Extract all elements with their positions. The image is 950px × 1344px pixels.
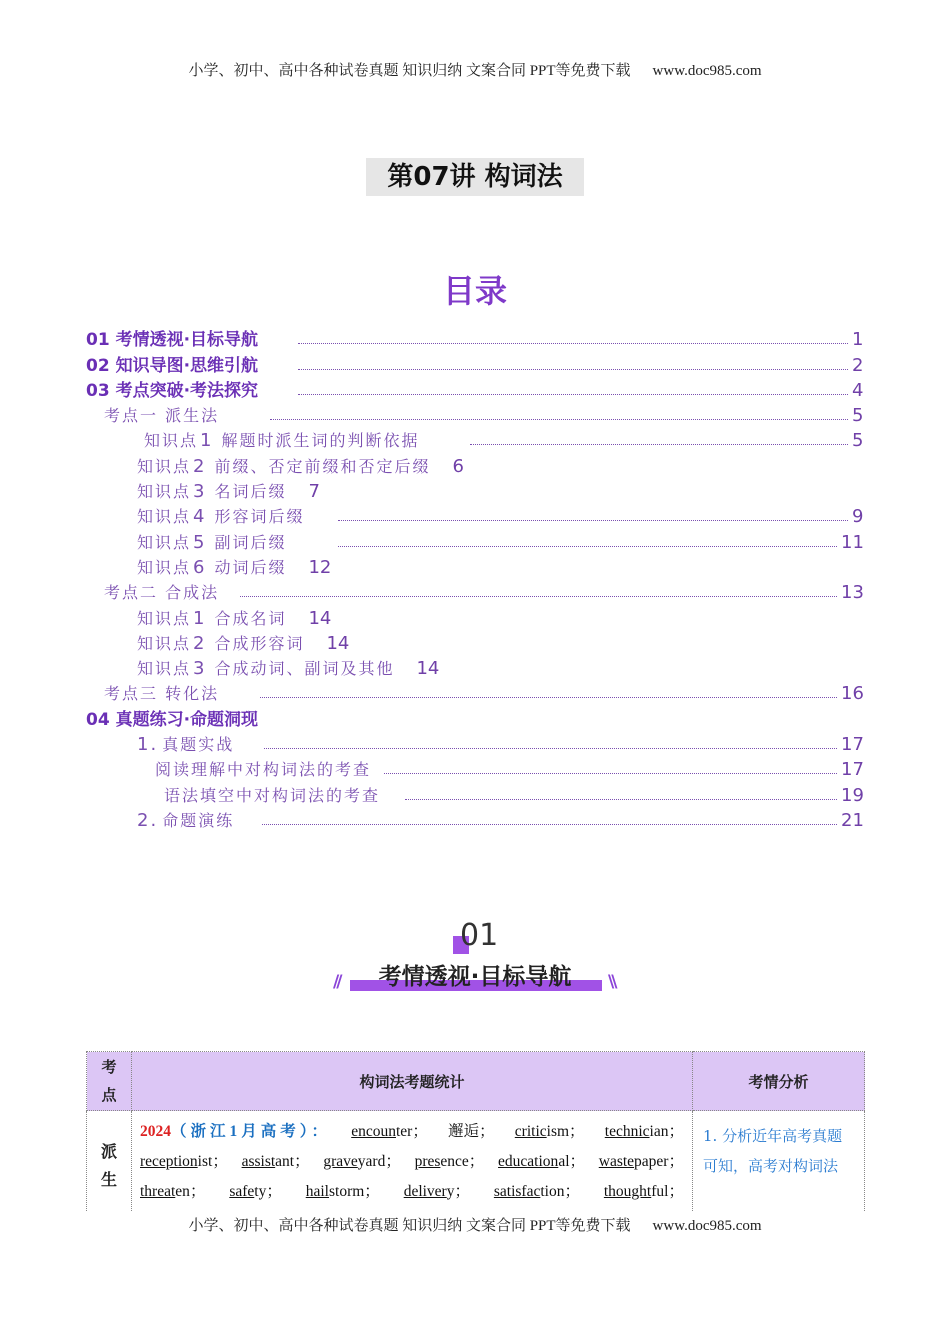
toc-entry-text: 形容词后缀 bbox=[214, 507, 305, 526]
toc-entry-page: 5 bbox=[852, 405, 864, 426]
lecture-title: 第07讲 构词法 bbox=[366, 158, 584, 196]
toc-entry-prefix: 知识点 bbox=[137, 558, 192, 577]
word-item bbox=[306, 1177, 380, 1207]
toc-entry[interactable] bbox=[137, 734, 950, 756]
word-stem: grave bbox=[323, 1153, 358, 1170]
word-separator: ； bbox=[468, 1153, 485, 1170]
word-stem: hail bbox=[305, 1183, 329, 1200]
word-stem: safe bbox=[229, 1183, 255, 1200]
word-separator: ； bbox=[479, 1123, 495, 1140]
footer-banner bbox=[0, 1214, 950, 1235]
toc-entry-prefix: 知识点 bbox=[137, 634, 192, 653]
table-row bbox=[87, 1111, 865, 1221]
toc-entry-label bbox=[86, 355, 258, 377]
word-separator: ； bbox=[564, 1183, 580, 1200]
toc-entry-page: 11 bbox=[841, 532, 864, 553]
word-stem: threat bbox=[140, 1183, 176, 1200]
footer-banner-url[interactable]: www.doc985.com bbox=[652, 1218, 762, 1234]
toc-entry-label bbox=[137, 557, 331, 579]
toc-leader-dots bbox=[298, 394, 848, 395]
word-separator: ； bbox=[385, 1153, 401, 1170]
toc-entry[interactable] bbox=[104, 683, 950, 705]
word-affix: ant bbox=[275, 1153, 295, 1170]
word-item bbox=[515, 1117, 585, 1147]
word-stem: satisfac bbox=[493, 1183, 541, 1200]
header-banner-url[interactable]: www.doc985.com bbox=[652, 63, 762, 79]
toc-entry-label bbox=[137, 810, 234, 832]
word-item bbox=[494, 1177, 580, 1207]
toc-entry[interactable] bbox=[104, 405, 950, 427]
toc-leader-dots bbox=[298, 343, 848, 344]
word-stem: encoun bbox=[351, 1123, 396, 1140]
toc-entry-label bbox=[104, 683, 219, 705]
word-affix: y bbox=[446, 1183, 455, 1200]
word-item bbox=[415, 1147, 485, 1177]
word-separator: ； bbox=[569, 1123, 585, 1140]
toc-heading: 目录 bbox=[442, 272, 507, 310]
word-separator: ； bbox=[668, 1123, 684, 1140]
toc-entry[interactable] bbox=[164, 785, 950, 807]
toc-entry-page: 17 bbox=[841, 759, 864, 780]
stats-cell bbox=[132, 1111, 693, 1221]
toc-entry-text: 考点一 派生法 bbox=[104, 406, 220, 425]
word-affix: al bbox=[558, 1153, 570, 1170]
word-separator: ； bbox=[212, 1153, 228, 1170]
toc-entry-prefix: 知识点 bbox=[137, 507, 192, 526]
toc-entry-label bbox=[86, 329, 258, 351]
word-separator: ； bbox=[189, 1183, 206, 1200]
stats-line-1 bbox=[140, 1117, 684, 1147]
kaodian-cell: 派 生 bbox=[87, 1111, 132, 1221]
toc-entry-number: 3 bbox=[193, 481, 207, 502]
word-affix: ter bbox=[395, 1123, 413, 1140]
toc-entry-prefix: 知识点 bbox=[144, 431, 199, 450]
slash-decoration-left: // bbox=[333, 972, 340, 992]
word-item bbox=[323, 1147, 400, 1177]
word-affix: ty bbox=[254, 1183, 267, 1200]
toc-entry-label bbox=[137, 456, 464, 478]
word-affix: ful bbox=[651, 1183, 669, 1200]
stats-line-2 bbox=[140, 1147, 684, 1177]
word-affix: en bbox=[175, 1183, 190, 1200]
word-separator: ； bbox=[668, 1183, 684, 1200]
toc-entry-page: 5 bbox=[852, 430, 864, 451]
word-stem: reception bbox=[140, 1153, 198, 1170]
exam-source: （浙江1月高考）： bbox=[171, 1123, 332, 1140]
col-header-kaodian: 考 点 bbox=[87, 1052, 132, 1111]
toc-entry-text: 前缀、否定前缀和否定后缀 bbox=[214, 457, 431, 476]
toc-leader-dots bbox=[298, 369, 848, 370]
section-number: 01 bbox=[460, 918, 499, 953]
word-separator: ； bbox=[454, 1183, 470, 1200]
toc-entry-page: 14 bbox=[326, 633, 350, 654]
stats-line-3 bbox=[140, 1177, 684, 1207]
word-stem: thought bbox=[603, 1183, 652, 1200]
toc-entry[interactable] bbox=[137, 557, 950, 579]
toc-entry-text: 副词后缀 bbox=[214, 533, 287, 552]
toc-entry-label bbox=[86, 709, 258, 731]
word-stem: deliver bbox=[403, 1183, 447, 1200]
word-stem: 邂逅 bbox=[448, 1123, 480, 1140]
word-list bbox=[140, 1117, 684, 1147]
word-separator: ； bbox=[294, 1153, 310, 1170]
exam-year: 2024 bbox=[140, 1123, 171, 1140]
toc-entry[interactable] bbox=[137, 810, 950, 832]
toc-entry-text: 命题演练 bbox=[162, 811, 235, 830]
toc-entry[interactable] bbox=[155, 759, 950, 781]
toc-entry-number: 1 bbox=[200, 430, 214, 451]
toc-entry-number: 2. bbox=[137, 810, 159, 831]
toc-entry-page: 16 bbox=[841, 683, 864, 704]
toc-entry-text: 合成动词、副词及其他 bbox=[214, 659, 395, 678]
toc-entry-text: 01 考情透视·目标导航 bbox=[86, 330, 259, 350]
toc-entry-number: 2 bbox=[193, 456, 207, 477]
toc-entry-text: 合成形容词 bbox=[214, 634, 305, 653]
toc-entry-prefix: 知识点 bbox=[137, 457, 192, 476]
toc-entry-page: 1 bbox=[852, 329, 864, 350]
toc-entry-number: 4 bbox=[193, 506, 207, 527]
toc-entry[interactable] bbox=[137, 608, 950, 630]
toc-leader-dots bbox=[262, 824, 837, 825]
word-item bbox=[498, 1147, 585, 1177]
word-affix: paper bbox=[634, 1153, 669, 1170]
word-affix: ism bbox=[546, 1123, 570, 1140]
toc-entry-prefix: 知识点 bbox=[137, 482, 192, 501]
toc-entry-number: 6 bbox=[193, 557, 207, 578]
toc-entry[interactable] bbox=[137, 658, 950, 680]
toc-leader-dots bbox=[264, 748, 837, 749]
toc-entry[interactable] bbox=[137, 633, 950, 655]
toc-entry[interactable] bbox=[86, 709, 950, 731]
toc-entry[interactable] bbox=[137, 481, 950, 503]
toc-entry-number: 1. bbox=[137, 734, 159, 755]
toc-entry-page: 14 bbox=[308, 608, 332, 629]
exam-stat-table bbox=[86, 1051, 865, 1221]
toc-entry-label bbox=[164, 785, 380, 807]
table-header-row bbox=[87, 1052, 865, 1111]
word-separator: ； bbox=[412, 1123, 428, 1140]
word-item bbox=[404, 1177, 470, 1207]
section-title: 考情透视·目标导航 bbox=[378, 964, 572, 990]
toc-entry-page: 9 bbox=[852, 506, 864, 527]
toc-leader-dots bbox=[260, 697, 837, 698]
word-item bbox=[140, 1177, 205, 1207]
toc-entry[interactable] bbox=[86, 380, 950, 402]
word-list bbox=[140, 1177, 684, 1207]
toc-entry-page: 13 bbox=[841, 582, 864, 603]
toc-entry[interactable] bbox=[86, 355, 950, 377]
word-affix: yard bbox=[357, 1153, 386, 1170]
toc-entry-page: 19 bbox=[841, 785, 864, 806]
word-affix: ist bbox=[197, 1153, 213, 1170]
word-item bbox=[599, 1147, 684, 1177]
word-affix: storm bbox=[328, 1183, 365, 1200]
toc-entry-text: 02 知识导图·思维引航 bbox=[86, 356, 259, 376]
toc-entry[interactable] bbox=[86, 329, 950, 351]
toc-entry[interactable] bbox=[144, 430, 950, 452]
toc-entry-page: 17 bbox=[841, 734, 864, 755]
word-stem: technic bbox=[604, 1123, 650, 1140]
toc-entry-page: 2 bbox=[852, 355, 864, 376]
toc-entry-page: 21 bbox=[841, 810, 864, 831]
word-stem: waste bbox=[598, 1153, 635, 1170]
toc-entry-label bbox=[137, 506, 304, 528]
word-affix: ian bbox=[649, 1123, 669, 1140]
word-item bbox=[604, 1177, 684, 1207]
toc-entry-text: 动词后缀 bbox=[214, 558, 287, 577]
toc-entry-page: 6 bbox=[452, 456, 464, 477]
toc-entry[interactable] bbox=[137, 456, 950, 478]
toc-entry-text: 考点三 转化法 bbox=[104, 684, 220, 703]
toc-entry-prefix: 知识点 bbox=[137, 533, 192, 552]
toc-entry-page: 4 bbox=[852, 380, 864, 401]
toc-entry-text: 解题时派生词的判断依据 bbox=[221, 431, 420, 450]
toc-leader-dots bbox=[338, 520, 848, 521]
toc-entry-text: 04 真题练习·命题洞现 bbox=[86, 710, 259, 730]
word-affix: ence bbox=[440, 1153, 469, 1170]
word-item bbox=[140, 1147, 228, 1177]
toc-entry-text: 语法填空中对构词法的考查 bbox=[164, 786, 381, 805]
toc-entry-page: 7 bbox=[308, 481, 320, 502]
toc-entry[interactable] bbox=[137, 506, 950, 528]
toc-entry-number: 3 bbox=[193, 658, 207, 679]
toc-entry-label bbox=[86, 380, 258, 402]
toc-entry-label bbox=[144, 430, 419, 452]
toc-leader-dots bbox=[470, 444, 848, 445]
analysis-line: 可知，高考对构词法 bbox=[703, 1157, 839, 1175]
toc-entry-prefix: 知识点 bbox=[137, 659, 192, 678]
toc-entry-label bbox=[104, 405, 219, 427]
col-header-stats: 构词法考题统计 bbox=[132, 1052, 693, 1111]
word-affix: tion bbox=[540, 1183, 565, 1200]
toc-leader-dots bbox=[270, 419, 848, 420]
toc-entry-text: 合成名词 bbox=[214, 609, 287, 628]
toc-leader-dots bbox=[338, 546, 837, 547]
word-item bbox=[605, 1117, 684, 1147]
analysis-cell bbox=[693, 1111, 865, 1221]
word-stem: assist bbox=[241, 1153, 276, 1170]
toc-entry-label bbox=[137, 608, 331, 630]
footer-banner-text: 小学、初中、高中各种试卷真题 知识归纳 文案合同 PPT等免费下载 bbox=[188, 1218, 631, 1234]
word-separator: ； bbox=[668, 1153, 684, 1170]
word-list bbox=[140, 1147, 684, 1177]
slash-decoration-right: \\ bbox=[608, 972, 615, 992]
word-separator: ； bbox=[364, 1183, 380, 1200]
toc-entry-label bbox=[137, 481, 320, 503]
toc-leader-dots bbox=[384, 773, 837, 774]
word-item bbox=[448, 1117, 495, 1147]
header-banner-text: 小学、初中、高中各种试卷真题 知识归纳 文案合同 PPT等免费下载 bbox=[188, 63, 631, 79]
toc-entry-label bbox=[137, 532, 286, 554]
header-banner bbox=[0, 59, 950, 80]
toc-entry-number: 5 bbox=[193, 532, 207, 553]
word-stem: education bbox=[498, 1153, 559, 1170]
col-header-analysis: 考情分析 bbox=[693, 1052, 865, 1111]
toc-entry-number: 1 bbox=[193, 608, 207, 629]
toc-entry-prefix: 知识点 bbox=[137, 609, 192, 628]
toc-entry-text: 真题实战 bbox=[162, 735, 235, 754]
word-separator: ； bbox=[266, 1183, 282, 1200]
toc-entry-label bbox=[137, 633, 349, 655]
word-item bbox=[351, 1117, 428, 1147]
toc-entry-text: 名词后缀 bbox=[214, 482, 287, 501]
toc-entry[interactable] bbox=[104, 582, 950, 604]
toc-leader-dots bbox=[405, 799, 837, 800]
toc-entry-label bbox=[155, 759, 371, 781]
toc-entry-page: 14 bbox=[416, 658, 440, 679]
analysis-line: 1. 分析近年高考真题 bbox=[703, 1127, 843, 1145]
toc-entry-text: 阅读理解中对构词法的考查 bbox=[155, 760, 372, 779]
toc-entry[interactable] bbox=[137, 532, 950, 554]
toc-entry-text: 考点二 合成法 bbox=[104, 583, 220, 602]
exam-label bbox=[140, 1117, 331, 1147]
toc-entry-page: 12 bbox=[308, 557, 332, 578]
toc-entry-label bbox=[137, 734, 234, 756]
toc-entry-label bbox=[137, 658, 439, 680]
word-separator: ； bbox=[569, 1153, 586, 1170]
toc-entry-text: 03 考点突破·考法探究 bbox=[86, 381, 259, 401]
word-item bbox=[229, 1177, 282, 1207]
toc-entry-number: 2 bbox=[193, 633, 207, 654]
word-stem: critic bbox=[514, 1123, 547, 1140]
toc-entry-label bbox=[104, 582, 219, 604]
word-item bbox=[242, 1147, 310, 1177]
word-stem: pres bbox=[414, 1153, 441, 1170]
toc-leader-dots bbox=[240, 596, 837, 597]
